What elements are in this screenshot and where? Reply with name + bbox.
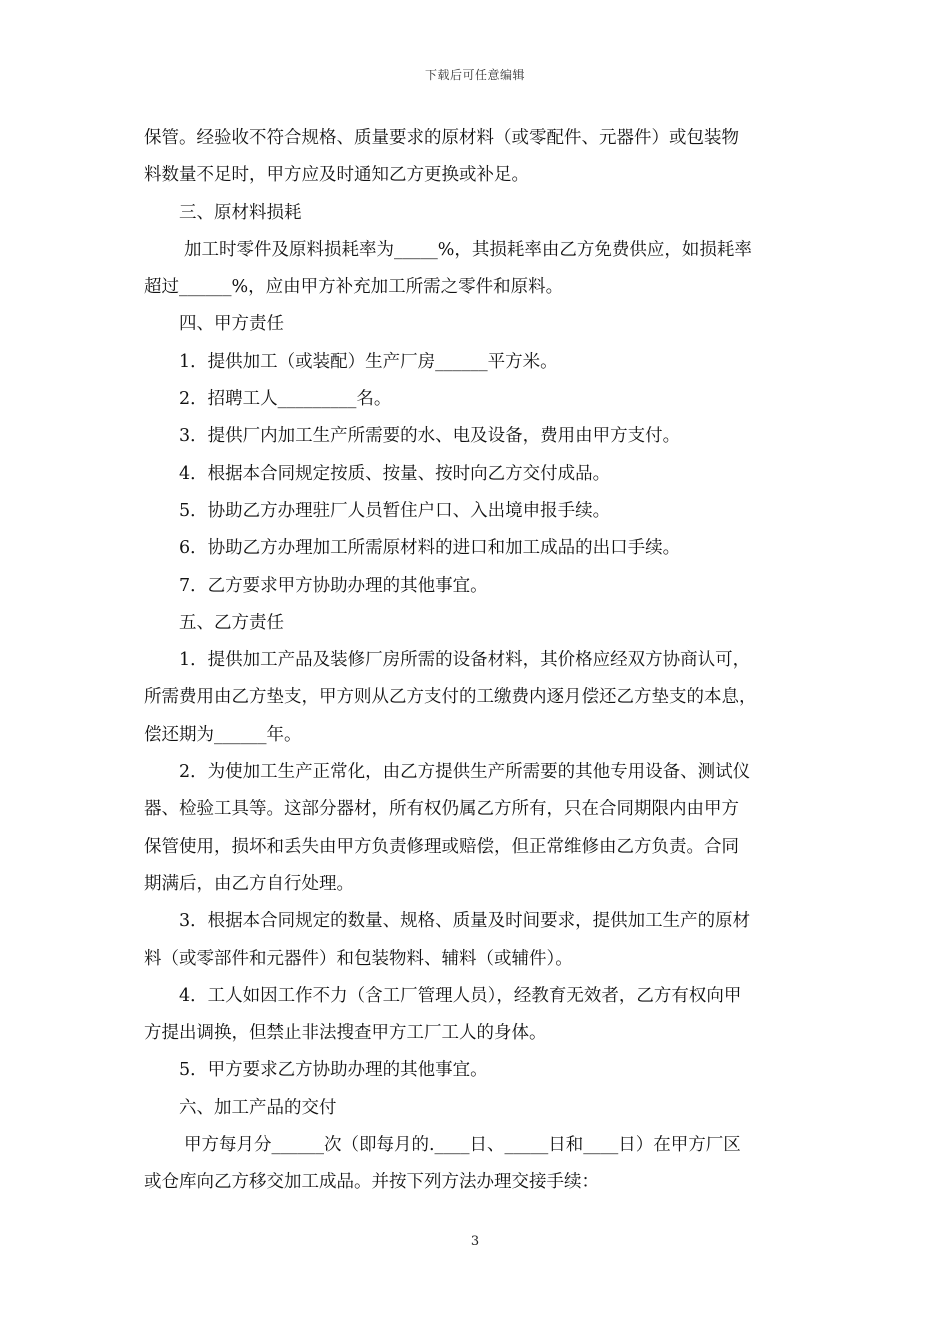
section-heading-4: 四、甲方责任 <box>179 314 284 335</box>
paragraph-line: 甲方每月分______次（即每月的.____日、_____日和____日）在甲方厂区 <box>184 1135 741 1156</box>
section-heading-6: 六、加工产品的交付 <box>179 1097 337 1118</box>
paragraph-line: 或仓库向乙方移交加工成品。并按下列方法办理交接手续： <box>144 1172 599 1193</box>
paragraph-line: 偿还期为______年。 <box>144 724 302 745</box>
list-item: 2．招聘工人_________名。 <box>179 389 392 410</box>
paragraph-line: 加工时零件及原料损耗率为_____%，其损耗率由乙方免费供应，如损耗率 <box>184 239 752 260</box>
list-item: 4．工人如因工作不力（含工厂管理人员），经教育无效者，乙方有权向甲 <box>179 985 742 1006</box>
document-body <box>144 120 824 1202</box>
paragraph-line: 期满后，由乙方自行处理。 <box>144 873 354 894</box>
list-item: 3．根据本合同规定的数量、规格、质量及时间要求，提供加工生产的原材 <box>179 911 751 932</box>
list-item: 2．为使加工生产正常化，由乙方提供生产所需要的其他专用设备、测试仪 <box>179 762 751 783</box>
list-item: 5．甲方要求乙方协助办理的其他事宜。 <box>179 1060 488 1081</box>
list-item: 1．提供加工产品及装修厂房所需的设备材料，其价格应经双方协商认可， <box>179 650 751 671</box>
list-item: 6．协助乙方办理加工所需原材料的进口和加工成品的出口手续。 <box>179 538 681 559</box>
paragraph-line: 方提出调换，但禁止非法搜查甲方工厂工人的身体。 <box>144 1023 547 1044</box>
paragraph-line: 器、检验工具等。这部分器材，所有权仍属乙方所有，只在合同期限内由甲方 <box>144 799 739 820</box>
list-item: 7．乙方要求甲方协助办理的其他事宜。 <box>179 575 488 596</box>
paragraph-line: 保管。经验收不符合规格、质量要求的原材料（或零配件、元器件）或包装物 <box>144 128 739 148</box>
list-item: 5．协助乙方办理驻厂人员暂住户口、入出境申报手续。 <box>179 500 611 521</box>
page-number: 3 <box>470 1234 480 1249</box>
paragraph-line: 料数量不足时，甲方应及时通知乙方更换或补足。 <box>144 165 529 186</box>
page-header: 下载后可任意编辑 <box>424 68 525 82</box>
paragraph-line: 所需费用由乙方垫支，甲方则从乙方支付的工缴费内逐月偿还乙方垫支的本息， <box>144 687 757 708</box>
paragraph-line: 超过______%，应由甲方补充加工所需之零件和原料。 <box>144 277 564 298</box>
list-item: 4．根据本合同规定按质、按量、按时向乙方交付成品。 <box>179 463 611 484</box>
paragraph-line: 保管使用，损坏和丢失由甲方负责修理或赔偿，但正常维修由乙方负责。合同 <box>144 836 739 857</box>
paragraph-line: 料（或零部件和元器件）和包装物料、辅料（或辅件）。 <box>144 948 573 969</box>
section-heading-3: 三、原材料损耗 <box>179 202 302 223</box>
list-item: 1．提供加工（或装配）生产厂房______平方米。 <box>179 351 558 372</box>
section-heading-5: 五、乙方责任 <box>179 612 284 633</box>
list-item: 3．提供厂内加工生产所需要的水、电及设备，费用由甲方支付。 <box>179 426 681 447</box>
